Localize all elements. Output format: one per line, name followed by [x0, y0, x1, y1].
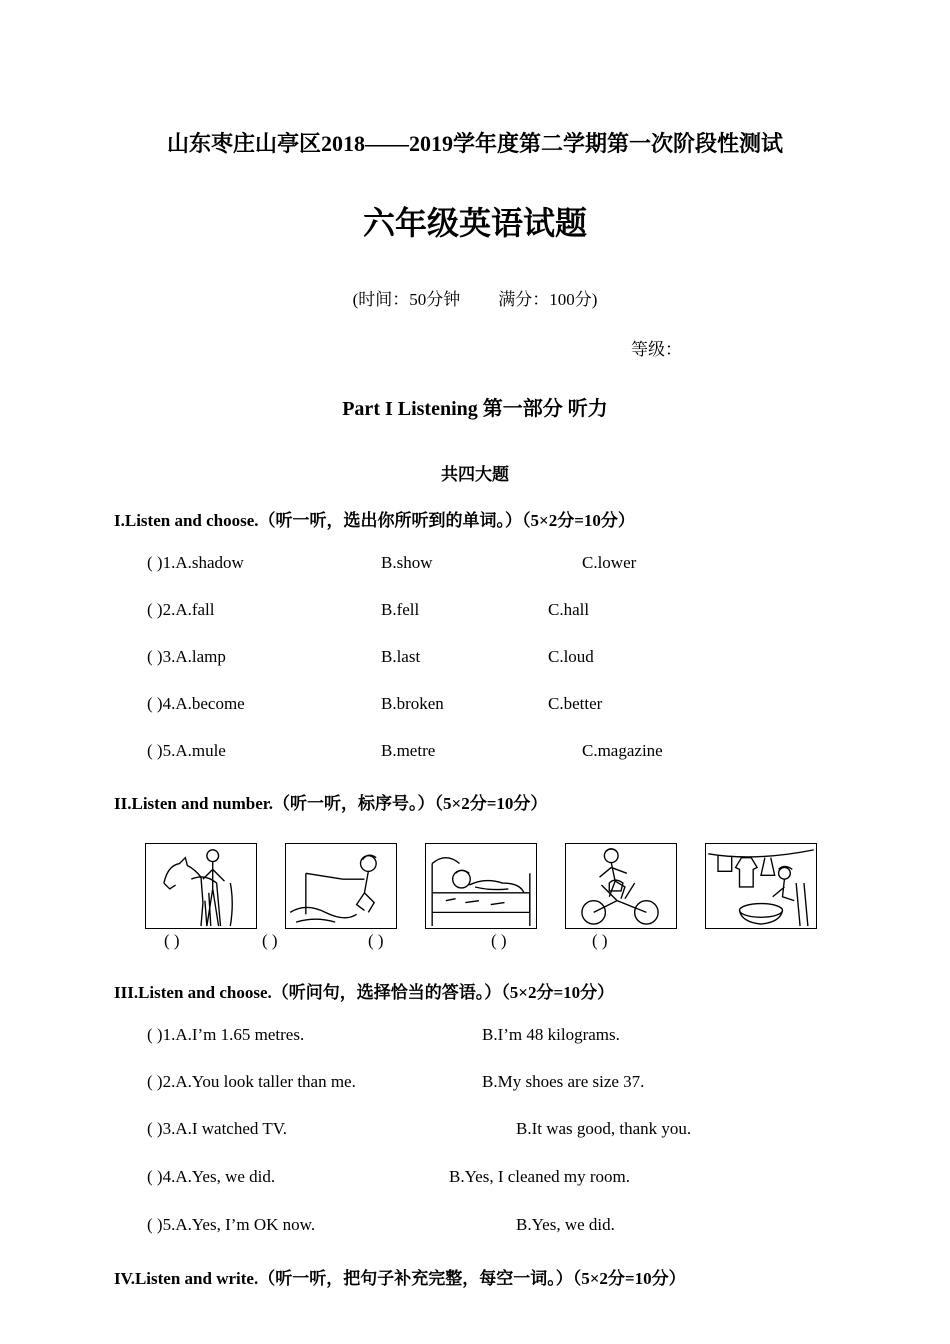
option-b: B.last: [381, 647, 421, 666]
option-b: B.broken: [381, 694, 444, 713]
option-b: B.Yes, we did.: [516, 1215, 615, 1234]
option-c: C.magazine: [582, 741, 663, 760]
option-a: ( )2.A.fall: [147, 600, 215, 619]
section1-heading: I.Listen and choose.（听一听，选出你所听到的单词。）（5×2分=10分）: [114, 511, 635, 530]
option-a: ( )3.A.I watched TV.: [147, 1119, 288, 1138]
grade-label: 等级：: [631, 340, 682, 359]
option-b: B.fell: [381, 600, 420, 619]
option-b: B.It was good, thank you.: [516, 1119, 692, 1138]
sleeping-icon: [425, 843, 537, 929]
exam-subject-title: 六年级英语试题: [362, 205, 587, 241]
option-b: B.My shoes are size 37.: [482, 1072, 645, 1091]
option-b: B.metre: [381, 741, 436, 760]
answer-blank[interactable]: ( ): [491, 931, 507, 950]
option-a: ( )5.A.mule: [147, 741, 226, 760]
exam-time: (时间：50分钟: [352, 290, 461, 309]
option-b: B.show: [381, 553, 433, 572]
option-a: ( )1.A.I’m 1.65 metres.: [147, 1025, 305, 1044]
option-a: ( )4.A.become: [147, 694, 245, 713]
section2-heading: II.Listen and number.（听一听，标序号。）（5×2分=10分）: [114, 794, 548, 813]
part-subtitle: 共四大题: [441, 465, 509, 484]
answer-blank[interactable]: ( ): [592, 931, 608, 950]
option-c: C.loud: [548, 647, 594, 666]
section3-heading: III.Listen and choose.（听问句，选择恰当的答语。）（5×2分=10分）: [114, 983, 615, 1002]
option-b: B.I’m 48 kilograms.: [482, 1025, 620, 1044]
option-b: B.Yes, I cleaned my room.: [449, 1167, 630, 1186]
answer-blank[interactable]: ( ): [368, 931, 384, 950]
washing-clothes-icon: [705, 843, 817, 929]
option-a: ( )4.A.Yes, we did.: [147, 1167, 276, 1186]
option-c: C.hall: [548, 600, 590, 619]
option-c: C.lower: [582, 553, 637, 572]
exam-meta: [0, 285, 950, 310]
option-a: ( )2.A.You look taller than me.: [147, 1072, 356, 1091]
horse-riding-icon: [145, 843, 257, 929]
option-a: ( )1.A.shadow: [147, 553, 244, 572]
exam-title: 山东枣庄山亭区2018——2019学年度第二学期第一次阶段性测试: [166, 131, 783, 156]
fishing-icon: [285, 843, 397, 929]
answer-blank[interactable]: ( ): [262, 931, 278, 950]
option-a: ( )3.A.lamp: [147, 647, 226, 666]
option-a: ( )5.A.Yes, I’m OK now.: [147, 1215, 316, 1234]
section4-heading: IV.Listen and write.（听一听，把句子补充完整，每空一词。）（5×2分=10分）: [114, 1269, 686, 1288]
bike-riding-icon: [565, 843, 677, 929]
option-c: C.better: [548, 694, 603, 713]
exam-score: 满分：100分): [498, 290, 598, 309]
part-title: Part I Listening 第一部分 听力: [342, 398, 608, 420]
answer-blank[interactable]: ( ): [164, 931, 180, 950]
